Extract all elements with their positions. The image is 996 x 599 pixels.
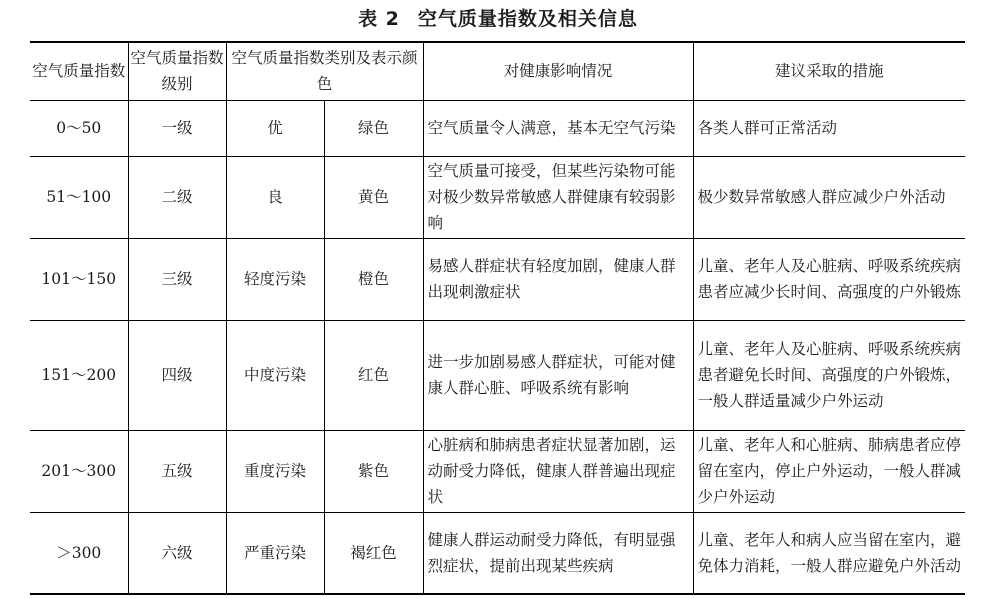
aqi-range-cell: ＞300 [30,512,128,594]
table-row [30,100,965,156]
measures-cell: 极少数异常敏感人群应减少户外活动 [693,156,965,238]
aqi-table [30,41,965,595]
measures-cell: 儿童、老年人和病人应当留在室内，避免体力消耗，一般人群应避免户外活动 [693,512,965,594]
aqi-category-cell: 中度污染 [226,320,324,430]
aqi-color-cell: 绿色 [324,100,423,156]
header-health-effect: 对健康影响情况 [423,42,693,100]
table-row [30,156,965,238]
aqi-level-cell: 一级 [128,100,226,156]
health-effect-cell: 空气质量可接受，但某些污染物可能对极少数异常敏感人群健康有较弱影响 [423,156,693,238]
aqi-level-cell: 二级 [128,156,226,238]
header-measures: 建议采取的措施 [693,42,965,100]
aqi-level-cell: 六级 [128,512,226,594]
aqi-range-cell: 201～300 [30,430,128,512]
health-effect-cell: 空气质量令人满意，基本无空气污染 [423,100,693,156]
measures-cell: 儿童、老年人及心脏病、呼吸系统疾病患者避免长时间、高强度的户外锻炼，一般人群适量减少户外运动 [693,320,965,430]
measures-cell: 各类人群可正常活动 [693,100,965,156]
aqi-category-cell: 严重污染 [226,512,324,594]
aqi-range-cell: 51～100 [30,156,128,238]
aqi-level-cell: 三级 [128,238,226,320]
aqi-level-cell: 四级 [128,320,226,430]
header-category-color: 空气质量指数类别及表示颜色 [226,42,423,100]
aqi-category-cell: 良 [226,156,324,238]
aqi-color-cell: 黄色 [324,156,423,238]
table-number: 表 2 [358,8,400,30]
aqi-category-cell: 轻度污染 [226,238,324,320]
health-effect-cell: 健康人群运动耐受力降低，有明显强烈症状，提前出现某些疾病 [423,512,693,594]
header-aqi: 空气质量指数 [30,42,128,100]
header-row [30,42,965,100]
aqi-color-cell: 褐红色 [324,512,423,594]
aqi-color-cell: 橙色 [324,238,423,320]
health-effect-cell: 心脏病和肺病患者症状显著加剧，运动耐受力降低，健康人群普遍出现症状 [423,430,693,512]
aqi-category-cell: 重度污染 [226,430,324,512]
aqi-range-cell: 0～50 [30,100,128,156]
aqi-color-cell: 紫色 [324,430,423,512]
table-caption [0,6,996,32]
aqi-range-cell: 151～200 [30,320,128,430]
measures-cell: 儿童、老年人和心脏病、肺病患者应停留在室内，停止户外运动，一般人群减少户外运动 [693,430,965,512]
table-row [30,430,965,512]
health-effect-cell: 易感人群症状有轻度加剧，健康人群出现刺激症状 [423,238,693,320]
measures-cell: 儿童、老年人及心脏病、呼吸系统疾病患者应减少长时间、高强度的户外锻炼 [693,238,965,320]
table-title: 空气质量指数及相关信息 [417,8,638,30]
table-row [30,238,965,320]
table-row [30,320,965,430]
aqi-category-cell: 优 [226,100,324,156]
health-effect-cell: 进一步加剧易感人群症状，可能对健康人群心脏、呼吸系统有影响 [423,320,693,430]
aqi-color-cell: 红色 [324,320,423,430]
table-row [30,512,965,594]
aqi-level-cell: 五级 [128,430,226,512]
aqi-table-body [30,42,965,594]
aqi-range-cell: 101～150 [30,238,128,320]
header-level: 空气质量指数级别 [128,42,226,100]
